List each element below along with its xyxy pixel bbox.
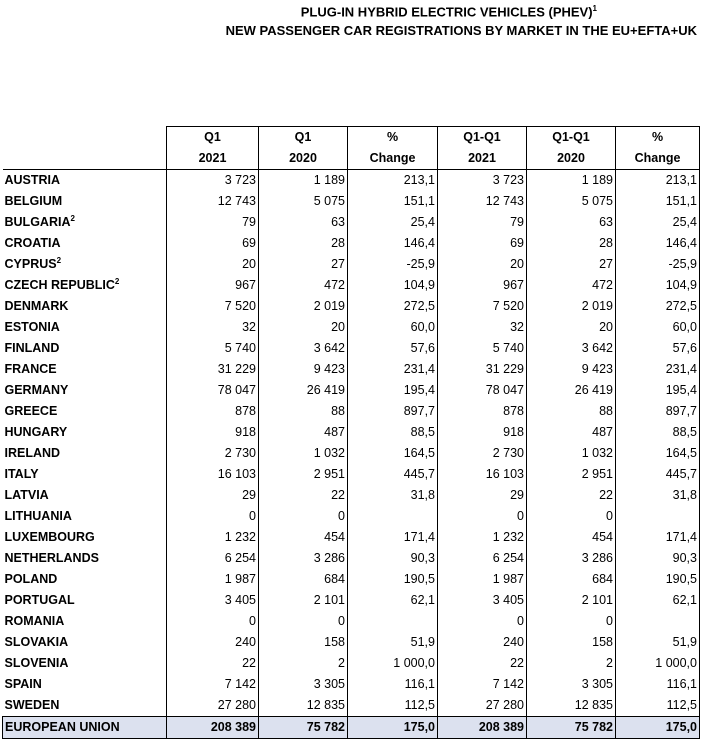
table-row [3,674,700,695]
country-name [3,338,167,359]
table-row [3,443,700,464]
column-header: % [348,127,438,149]
country-name [3,233,167,254]
title-text: PLUG-IN HYBRID ELECTRIC VEHICLES (PHEV) [300,4,593,20]
country-label: FINLAND [4,341,60,355]
value-cell: -25,9 [616,254,700,275]
value-cell [616,506,700,527]
table-row [3,506,700,527]
value-cell: 20 [259,317,348,338]
value-cell: 208 389 [438,717,527,739]
value-cell: 78 047 [438,380,527,401]
footnote-marker: 2 [114,276,120,286]
value-cell: 195,4 [616,380,700,401]
value-cell: 472 [527,275,616,296]
value-cell: 31,8 [348,485,438,506]
value-cell: 272,5 [616,296,700,317]
value-cell: 445,7 [616,464,700,485]
value-cell: 3 305 [259,674,348,695]
country-label: DENMARK [4,299,69,313]
country-name [3,317,167,338]
value-cell: 5 075 [527,191,616,212]
value-cell: 60,0 [348,317,438,338]
value-cell: 171,4 [616,527,700,548]
value-cell: 63 [527,212,616,233]
value-cell: 146,4 [348,233,438,254]
value-cell: 1 000,0 [616,653,700,674]
column-header: 2020 [527,148,616,170]
value-cell: 88,5 [616,422,700,443]
value-cell: 3 286 [527,548,616,569]
value-cell: 2 951 [259,464,348,485]
table-row [3,338,700,359]
value-cell: 967 [167,275,259,296]
table-row [3,632,700,653]
value-cell: 487 [527,422,616,443]
value-cell: 27 280 [167,695,259,717]
country-label: CROATIA [4,236,61,250]
value-cell: 0 [259,611,348,632]
value-cell: 28 [527,233,616,254]
value-cell: 22 [259,485,348,506]
table-row [3,653,700,674]
value-cell: 16 103 [167,464,259,485]
value-cell: 0 [259,506,348,527]
value-cell: 454 [527,527,616,548]
value-cell: 3 642 [259,338,348,359]
country-label: FRANCE [4,362,57,376]
value-cell: 213,1 [348,170,438,192]
header-row-2 [3,148,700,170]
country-label: IRELAND [4,446,61,460]
value-cell: 26 419 [259,380,348,401]
footnote-marker: 2 [56,255,62,265]
value-cell: 158 [259,632,348,653]
country-label: LUXEMBOURG [4,530,95,544]
table-row [3,401,700,422]
value-cell: 164,5 [348,443,438,464]
value-cell: 164,5 [616,443,700,464]
country-label: SLOVENIA [4,656,69,670]
value-cell: 231,4 [616,359,700,380]
value-cell: 445,7 [348,464,438,485]
country-name [3,401,167,422]
table-row [3,380,700,401]
value-cell: 2 951 [527,464,616,485]
value-cell: 7 142 [438,674,527,695]
value-cell: 20 [527,317,616,338]
value-cell: 25,4 [616,212,700,233]
value-cell: 28 [259,233,348,254]
value-cell: 231,4 [348,359,438,380]
value-cell: 272,5 [348,296,438,317]
country-label: CZECH REPUBLIC [4,278,115,292]
country-label: BELGIUM [4,194,63,208]
value-cell: 31 229 [167,359,259,380]
value-cell: 20 [167,254,259,275]
value-cell [348,611,438,632]
table-row [3,233,700,254]
table-row [3,485,700,506]
value-cell: 79 [438,212,527,233]
country-name [3,170,167,192]
header-row-1 [3,127,700,149]
value-cell: 6 254 [167,548,259,569]
country-name [3,422,167,443]
value-cell: 62,1 [616,590,700,611]
value-cell: 2 [259,653,348,674]
value-cell: 897,7 [616,401,700,422]
country-label: HUNGARY [4,425,68,439]
table-row [3,191,700,212]
value-cell: 918 [438,422,527,443]
value-cell: 116,1 [616,674,700,695]
country-name [3,653,167,674]
country-label: ESTONIA [4,320,60,334]
value-cell: 69 [167,233,259,254]
value-cell: 1 189 [259,170,348,192]
value-cell: 3 642 [527,338,616,359]
country-name [3,380,167,401]
value-cell: 88 [259,401,348,422]
value-cell: 22 [167,653,259,674]
value-cell: 1 232 [167,527,259,548]
value-cell: 878 [167,401,259,422]
value-cell: 190,5 [348,569,438,590]
column-header: % [616,127,700,149]
table-row [3,569,700,590]
country-label: EUROPEAN UNION [5,720,120,734]
table-row [3,254,700,275]
value-cell: 69 [438,233,527,254]
value-cell: 27 280 [438,695,527,717]
value-cell: 62,1 [348,590,438,611]
value-cell [616,611,700,632]
table-row [3,548,700,569]
value-cell: 151,1 [616,191,700,212]
value-cell: 1 032 [527,443,616,464]
value-cell: 116,1 [348,674,438,695]
value-cell: 16 103 [438,464,527,485]
country-name [3,548,167,569]
value-cell: 12 835 [259,695,348,717]
country-label: SWEDEN [4,698,60,712]
value-cell: 3 405 [438,590,527,611]
value-cell: 146,4 [616,233,700,254]
value-cell: 7 520 [167,296,259,317]
title-footnote: 1 [592,4,597,13]
value-cell: 27 [259,254,348,275]
country-name [3,569,167,590]
registrations-table [2,126,700,739]
value-cell: 684 [259,569,348,590]
value-cell: 2 [527,653,616,674]
value-cell: 104,9 [616,275,700,296]
value-cell: 0 [527,611,616,632]
country-name [3,359,167,380]
value-cell: 190,5 [616,569,700,590]
value-cell: 12 743 [438,191,527,212]
column-header: 2021 [167,148,259,170]
value-cell: 22 [527,485,616,506]
value-cell: 2 101 [527,590,616,611]
value-cell: 175,0 [348,717,438,739]
value-cell: 51,9 [616,632,700,653]
value-cell: 0 [167,611,259,632]
table-row [3,422,700,443]
value-cell: 2 101 [259,590,348,611]
country-label: LITHUANIA [4,509,72,523]
table-row [3,464,700,485]
table-row [3,275,700,296]
value-cell: -25,9 [348,254,438,275]
value-cell: 0 [167,506,259,527]
value-cell: 25,4 [348,212,438,233]
value-cell: 2 019 [259,296,348,317]
column-header: Change [616,148,700,170]
table-row [3,527,700,548]
column-header: Q1-Q1 [527,127,616,149]
country-label: GERMANY [4,383,69,397]
value-cell: 9 423 [259,359,348,380]
value-cell: 51,9 [348,632,438,653]
value-cell: 684 [527,569,616,590]
value-cell: 3 286 [259,548,348,569]
country-label: AUSTRIA [4,173,61,187]
column-header: Q1 [259,127,348,149]
value-cell: 0 [438,506,527,527]
country-label: ROMANIA [4,614,65,628]
value-cell: 918 [167,422,259,443]
value-cell: 195,4 [348,380,438,401]
country-name [3,212,167,233]
value-cell: 2 730 [167,443,259,464]
country-name [3,191,167,212]
value-cell: 57,6 [616,338,700,359]
value-cell: 5 740 [438,338,527,359]
value-cell: 1 000,0 [348,653,438,674]
column-header: 2021 [438,148,527,170]
value-cell: 88,5 [348,422,438,443]
value-cell: 897,7 [348,401,438,422]
table-row [3,296,700,317]
value-cell: 112,5 [616,695,700,717]
value-cell: 9 423 [527,359,616,380]
country-name [3,632,167,653]
value-cell: 472 [259,275,348,296]
country-name [3,254,167,275]
value-cell: 78 047 [167,380,259,401]
value-cell: 31,8 [616,485,700,506]
value-cell: 2 019 [527,296,616,317]
value-cell: 112,5 [348,695,438,717]
value-cell: 240 [167,632,259,653]
column-header: 2020 [259,148,348,170]
country-label: NETHERLANDS [4,551,99,565]
value-cell: 3 723 [167,170,259,192]
column-header: Q1 [167,127,259,149]
value-cell: 151,1 [348,191,438,212]
country-label: PORTUGAL [4,593,75,607]
value-cell: 32 [438,317,527,338]
value-cell: 213,1 [616,170,700,192]
value-cell: 0 [527,506,616,527]
value-cell: 3 305 [527,674,616,695]
value-cell: 5 075 [259,191,348,212]
value-cell: 1 032 [259,443,348,464]
table-row [3,170,700,192]
value-cell: 1 987 [438,569,527,590]
value-cell: 2 730 [438,443,527,464]
country-label: CYPRUS [4,257,57,271]
country-name [3,611,167,632]
country-name [3,590,167,611]
value-cell: 487 [259,422,348,443]
table-row [3,359,700,380]
country-label: GREECE [4,404,58,418]
column-header: Q1-Q1 [438,127,527,149]
total-row [3,717,700,739]
value-cell: 29 [438,485,527,506]
value-cell: 75 782 [259,717,348,739]
country-name [3,296,167,317]
value-cell: 88 [527,401,616,422]
value-cell: 0 [438,611,527,632]
country-name [3,464,167,485]
country-name [3,506,167,527]
value-cell: 12 743 [167,191,259,212]
table-row [3,611,700,632]
country-label: ITALY [4,467,39,481]
value-cell: 5 740 [167,338,259,359]
table-row [3,590,700,611]
value-cell: 175,0 [616,717,700,739]
value-cell: 6 254 [438,548,527,569]
value-cell: 1 189 [527,170,616,192]
value-cell: 57,6 [348,338,438,359]
value-cell: 1 987 [167,569,259,590]
value-cell: 26 419 [527,380,616,401]
value-cell: 29 [167,485,259,506]
title-line-1 [0,4,711,19]
value-cell: 60,0 [616,317,700,338]
value-cell: 31 229 [438,359,527,380]
value-cell: 1 232 [438,527,527,548]
country-label: SPAIN [4,677,42,691]
value-cell: 75 782 [527,717,616,739]
title-line-2: NEW PASSENGER CAR REGISTRATIONS BY MARKET IN THE EU+EFTA+UK [225,23,697,38]
value-cell: 22 [438,653,527,674]
value-cell: 12 835 [527,695,616,717]
value-cell: 208 389 [167,717,259,739]
value-cell: 967 [438,275,527,296]
value-cell: 171,4 [348,527,438,548]
value-cell: 90,3 [348,548,438,569]
country-name [3,443,167,464]
country-label: BULGARIA [4,215,71,229]
value-cell: 3 723 [438,170,527,192]
value-cell: 7 142 [167,674,259,695]
table-row [3,317,700,338]
value-cell: 79 [167,212,259,233]
value-cell: 90,3 [616,548,700,569]
value-cell: 240 [438,632,527,653]
value-cell: 3 405 [167,590,259,611]
value-cell: 63 [259,212,348,233]
value-cell: 20 [438,254,527,275]
country-label: POLAND [4,572,58,586]
value-cell: 32 [167,317,259,338]
column-header: Change [348,148,438,170]
country-name [3,485,167,506]
country-name [3,527,167,548]
value-cell: 7 520 [438,296,527,317]
table-row [3,695,700,717]
footnote-marker: 2 [70,213,75,223]
value-cell: 878 [438,401,527,422]
country-name [3,695,167,717]
country-name [3,674,167,695]
value-cell [348,506,438,527]
value-cell: 27 [527,254,616,275]
value-cell: 104,9 [348,275,438,296]
country-name [3,717,167,739]
country-name [3,275,167,296]
country-label: LATVIA [4,488,49,502]
country-label: SLOVAKIA [4,635,69,649]
value-cell: 454 [259,527,348,548]
value-cell: 158 [527,632,616,653]
table-row [3,212,700,233]
